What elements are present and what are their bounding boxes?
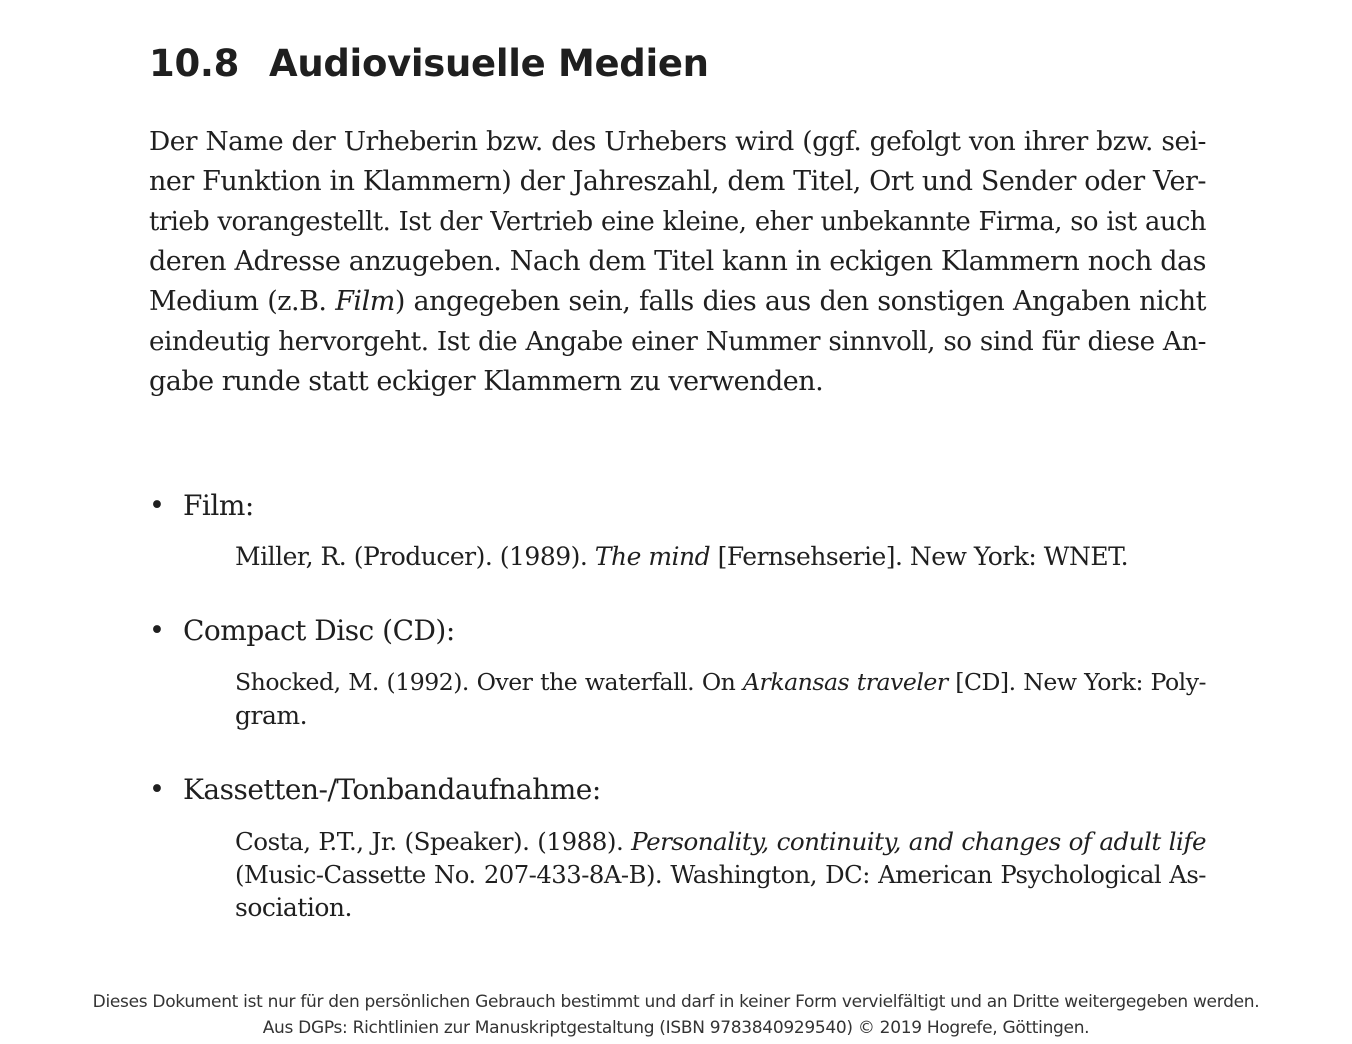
reference-entry [235, 540, 1206, 573]
paragraph-italic: Film [335, 286, 395, 317]
item-label: Compact Disc (CD): [183, 614, 455, 647]
reference-line: sociation. [235, 893, 352, 922]
item-label: Kassetten-/Tonbandaufnahme: [183, 773, 601, 806]
page-content [149, 38, 1206, 922]
reference-text: [CD]. New York: Poly- [947, 668, 1206, 696]
section-title: Audiovisuelle Medien [269, 42, 709, 85]
reference-entry [235, 825, 1206, 924]
item-label: Film: [183, 489, 254, 522]
reference-text: Miller, R. (Producer). (1989). [235, 542, 595, 571]
bullet-icon: • [149, 774, 165, 805]
reference-text: Costa, P.T., Jr. (Speaker). (1988). [235, 827, 632, 856]
footer-line: Aus DGPs: Richtlinien zur Manuskriptgestaltung (ISBN 9783840929540) © 2019 Hogrefe, Göttingen. [262, 1018, 1090, 1038]
reference-line [235, 540, 1206, 573]
reference-entry [235, 666, 1206, 732]
section-number: 10.8 [149, 42, 240, 85]
paragraph-line: eindeutig hervorgeht. Ist die Angabe einer Nummer sinnvoll, so sind für diese An- [149, 327, 1206, 357]
reference-text: Shocked, M. (1992). Over the waterfall. On [235, 668, 744, 696]
reference-line [235, 825, 1206, 858]
reference-italic: Arkansas traveler [743, 668, 948, 696]
paragraph-text: ) angegeben sein, falls dies aus den sonstigen Angaben nicht [394, 286, 1206, 317]
paragraph-text: Medium (z.B. [149, 286, 336, 317]
reference-line: (Music-Cassette No. 207-433-8A-B). Washington, DC: American Psychological As- [235, 860, 1206, 889]
reference-italic: Personality, continuity, and changes of adult life [631, 827, 1206, 856]
section-heading [149, 38, 1206, 90]
footer-line: Dieses Dokument ist nur für den persönlichen Gebrauch bestimmt und darf in keiner Form vervielfältigt und an Dritte weitergegeben werden. [92, 992, 1260, 1012]
paragraph-line: deren Adresse anzugeben. Nach dem Titel kann in eckigen Klammern noch das [149, 246, 1206, 277]
bullet-icon: • [149, 490, 165, 521]
reference-line: gram. [235, 701, 308, 730]
reference-line [235, 666, 1206, 699]
body-paragraph [149, 122, 1206, 402]
bullet-icon: • [149, 615, 165, 646]
paragraph-line: ner Funktion in Klammern) der Jahreszahl, dem Titel, Ort und Sender oder Ver- [149, 166, 1206, 197]
reference-text: [Fernsehserie]. New York: WNET. [710, 542, 1129, 571]
paragraph-line: Der Name der Urheberin bzw. des Urhebers wird (ggf. gefolgt von ihrer bzw. sei- [149, 126, 1206, 157]
paragraph-line: trieb vorangestellt. Ist der Vertrieb eine kleine, eher unbekannte Firma, so ist auch [149, 207, 1206, 237]
copyright-footer [0, 989, 1352, 1041]
paragraph-line: gabe runde statt eckiger Klammern zu verwenden. [149, 366, 824, 397]
paragraph-line [149, 282, 1206, 322]
reference-italic: The mind [594, 542, 711, 571]
